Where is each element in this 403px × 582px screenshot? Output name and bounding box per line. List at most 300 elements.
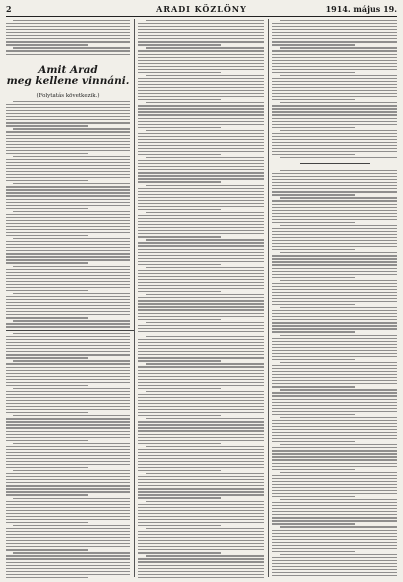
- text-line: [6, 180, 88, 181]
- text-line: [13, 293, 130, 294]
- text-line: [138, 87, 264, 88]
- text-line: [138, 464, 264, 465]
- text-line: [6, 373, 130, 374]
- text-line: [138, 258, 264, 259]
- text-line: [280, 20, 398, 21]
- text-line: [6, 562, 130, 563]
- text-line: [146, 528, 264, 529]
- text-line: [6, 29, 130, 30]
- text-line: [138, 491, 264, 492]
- text-line: [6, 287, 130, 288]
- text-line: [138, 160, 264, 161]
- text-line: [6, 278, 130, 279]
- page-number: 2: [6, 4, 12, 14]
- text-line: [6, 262, 88, 263]
- text-line: [6, 272, 130, 273]
- text-line: [280, 417, 398, 418]
- text-line: [272, 234, 397, 235]
- text-line: [146, 446, 264, 447]
- text-line: [138, 163, 264, 164]
- text-line: [272, 185, 397, 186]
- article-title-line-2: meg kellene vinnáni.: [6, 75, 130, 87]
- text-line: [272, 26, 397, 27]
- text-line: [272, 274, 397, 275]
- text-line: [6, 323, 130, 324]
- text-line: [6, 437, 130, 438]
- text-line: [138, 145, 264, 146]
- text-line: [272, 182, 397, 183]
- text-line: [146, 102, 264, 103]
- text-line: [6, 177, 130, 178]
- text-line: [138, 227, 264, 228]
- text-line: [138, 360, 221, 361]
- text-line: [146, 322, 264, 323]
- text-line: [146, 294, 264, 295]
- text-line: [272, 511, 397, 512]
- text-line: [272, 57, 397, 58]
- text-line: [272, 493, 397, 494]
- text-line: [138, 261, 264, 262]
- text-line: [138, 345, 264, 346]
- text-line: [6, 574, 130, 575]
- text-line: [272, 450, 397, 451]
- text-line: [138, 303, 264, 304]
- text-line: [138, 577, 264, 578]
- text-line: [138, 29, 264, 30]
- text-line: [138, 300, 264, 301]
- text-line: [6, 220, 130, 221]
- text-line: [138, 482, 264, 483]
- text-line: [138, 206, 264, 207]
- page-header: [6, 3, 397, 17]
- text-line: [138, 479, 264, 480]
- text-line: [6, 150, 130, 151]
- text-line: [272, 539, 397, 540]
- text-line: [138, 148, 264, 149]
- text-line: [6, 391, 130, 392]
- text-line: [272, 84, 397, 85]
- text-line: [138, 57, 264, 58]
- text-line: [138, 35, 264, 36]
- text-line: [138, 449, 264, 450]
- text-line: [272, 283, 397, 284]
- text-line: [6, 491, 130, 492]
- text-line: [13, 525, 130, 526]
- text-line: [272, 530, 397, 531]
- text-line: [138, 443, 221, 444]
- text-line: [138, 209, 221, 210]
- text-line: [138, 430, 264, 431]
- text-line: [272, 536, 397, 537]
- text-line: [6, 159, 130, 160]
- text-line: [138, 288, 264, 289]
- text-line: [138, 519, 264, 520]
- text-line: [6, 141, 130, 142]
- text-line: [272, 405, 397, 406]
- text-line: [6, 235, 88, 236]
- text-line: [272, 264, 397, 265]
- text-line: [272, 38, 397, 39]
- text-line: [6, 250, 130, 251]
- text-line: [138, 203, 264, 204]
- text-line: [138, 279, 264, 280]
- text-line: [138, 78, 264, 79]
- text-line: [272, 338, 397, 339]
- text-line: [138, 424, 264, 425]
- text-line: [272, 121, 397, 122]
- text-line: [138, 316, 264, 317]
- text-line: [138, 434, 264, 435]
- text-line: [138, 66, 264, 67]
- text-line: [272, 99, 355, 100]
- text-line: [6, 476, 130, 477]
- text-line: [280, 130, 398, 131]
- text-line: [272, 216, 397, 217]
- text-line: [138, 188, 264, 189]
- text-line: [138, 172, 264, 173]
- text-line: [6, 259, 130, 260]
- text-line: [6, 107, 130, 108]
- text-line: [138, 233, 264, 234]
- text-line: [13, 443, 130, 444]
- text-line: [138, 325, 264, 326]
- text-line: [138, 546, 264, 547]
- text-line: [280, 472, 398, 473]
- text-line: [138, 291, 221, 292]
- text-line: [6, 189, 130, 190]
- text-line: [6, 370, 130, 371]
- text-line: [272, 481, 397, 482]
- text-line: [138, 552, 221, 553]
- text-line: [6, 357, 88, 358]
- text-line: [6, 153, 88, 154]
- text-line: [272, 411, 397, 412]
- text-line: [6, 479, 130, 480]
- text-line: [6, 208, 88, 209]
- text-line: [138, 388, 221, 389]
- text-line: [138, 370, 264, 371]
- text-line: [272, 319, 397, 320]
- text-line: [146, 473, 264, 474]
- text-line: [138, 242, 264, 243]
- text-line: [6, 434, 130, 435]
- text-line: [138, 339, 264, 340]
- text-line: [272, 200, 397, 201]
- text-line: [138, 84, 264, 85]
- text-line: [6, 513, 130, 514]
- text-line: [138, 215, 264, 216]
- text-line: [6, 32, 130, 33]
- text-line: [138, 510, 264, 511]
- text-line: [6, 195, 130, 196]
- text-line: [6, 296, 130, 297]
- text-line: [138, 285, 264, 286]
- text-line: [272, 435, 397, 436]
- text-line: [138, 415, 221, 416]
- text-line: [272, 133, 397, 134]
- text-line: [138, 154, 221, 155]
- text-line: [138, 354, 264, 355]
- text-line: [138, 313, 264, 314]
- text-line: [6, 507, 130, 508]
- text-line: [6, 400, 130, 401]
- text-line: [272, 408, 397, 409]
- text-line: [272, 63, 397, 64]
- text-line: [280, 170, 398, 171]
- text-line: [272, 383, 397, 384]
- text-line: [146, 75, 264, 76]
- text-line: [138, 568, 264, 569]
- text-line: [272, 127, 355, 128]
- text-line: [272, 210, 397, 211]
- text-line: [272, 60, 397, 61]
- text-line: [138, 60, 264, 61]
- text-line: [6, 205, 130, 206]
- text-line: [6, 379, 130, 380]
- text-line: [138, 151, 264, 152]
- text-line: [272, 87, 397, 88]
- text-line: [272, 560, 397, 561]
- text-line: [6, 452, 130, 453]
- text-line: [138, 565, 264, 566]
- text-line: [6, 345, 130, 346]
- text-line: [138, 467, 264, 468]
- text-line: [138, 357, 264, 358]
- text-line: [138, 394, 264, 395]
- text-line: [6, 467, 88, 468]
- text-line: [138, 382, 264, 383]
- text-line: [272, 142, 397, 143]
- text-line: [6, 516, 130, 517]
- text-line: [138, 93, 264, 94]
- text-line: [146, 185, 264, 186]
- text-line: [6, 299, 130, 300]
- text-line: [6, 424, 130, 425]
- text-line: [138, 537, 264, 538]
- text-line: [272, 572, 397, 573]
- text-line: [13, 183, 130, 184]
- text-line: [138, 282, 264, 283]
- text-line: [138, 540, 264, 541]
- text-line: [6, 314, 130, 315]
- text-line: [272, 542, 397, 543]
- column-1-article-body: [6, 101, 130, 328]
- text-line: [6, 308, 130, 309]
- text-line: [138, 90, 264, 91]
- text-line: [138, 543, 264, 544]
- text-line: [138, 549, 264, 550]
- text-line: [138, 507, 264, 508]
- text-line: [138, 504, 264, 505]
- text-line: [138, 522, 264, 523]
- text-line: [272, 350, 397, 351]
- text-line: [272, 505, 397, 506]
- text-line: [272, 255, 397, 256]
- text-line: [138, 111, 264, 112]
- text-line: [13, 156, 130, 157]
- column-3-lower-text: [272, 170, 397, 578]
- text-line: [272, 575, 397, 576]
- column-1-upper-text: [6, 20, 130, 58]
- text-line: [272, 347, 397, 348]
- text-line: [6, 440, 88, 441]
- text-line: [272, 105, 397, 106]
- text-line: [6, 232, 130, 233]
- text-line: [146, 391, 264, 392]
- text-line: [272, 237, 397, 238]
- text-line: [6, 537, 130, 538]
- text-line: [272, 377, 397, 378]
- text-line: [6, 421, 130, 422]
- text-line: [6, 549, 88, 550]
- text-line: [272, 426, 397, 427]
- text-line: [6, 119, 130, 120]
- text-line: [138, 494, 264, 495]
- column-2-upper-text: [138, 20, 264, 332]
- text-line: [146, 157, 264, 158]
- text-line: [272, 548, 397, 549]
- text-line: [6, 488, 130, 489]
- text-line: [138, 351, 264, 352]
- text-line: [138, 136, 264, 137]
- text-line: [272, 148, 397, 149]
- text-line: [272, 478, 397, 479]
- text-line: [138, 270, 264, 271]
- text-line: [272, 566, 397, 567]
- text-line: [272, 514, 397, 515]
- text-line: [272, 356, 397, 357]
- text-line: [138, 23, 264, 24]
- text-line: [138, 105, 264, 106]
- text-line: [272, 118, 397, 119]
- text-line: [6, 510, 130, 511]
- text-line: [272, 441, 355, 442]
- text-line: [138, 54, 264, 55]
- text-line: [6, 223, 130, 224]
- text-line: [13, 47, 130, 48]
- text-line: [280, 197, 398, 198]
- text-line: [138, 264, 221, 265]
- text-line: [272, 50, 397, 51]
- text-line: [138, 331, 264, 332]
- text-line: [272, 395, 397, 396]
- text-line: [272, 466, 397, 467]
- text-line: [138, 319, 221, 320]
- text-line: [138, 488, 264, 489]
- text-line: [138, 181, 221, 182]
- text-line: [13, 333, 130, 334]
- text-line: [138, 194, 264, 195]
- text-line: [6, 311, 130, 312]
- text-line: [138, 276, 264, 277]
- text-line: [138, 461, 264, 462]
- text-line: [6, 464, 130, 465]
- text-line: [272, 331, 355, 332]
- text-line: [272, 359, 355, 360]
- text-line: [6, 162, 130, 163]
- text-line: [138, 437, 264, 438]
- text-line: [6, 427, 130, 428]
- text-line: [280, 47, 398, 48]
- text-line: [6, 23, 130, 24]
- text-line: [6, 135, 130, 136]
- text-line: [6, 144, 130, 145]
- text-line: [146, 212, 264, 213]
- text-line: [13, 238, 130, 239]
- text-line: [138, 245, 264, 246]
- text-line: [272, 517, 397, 518]
- text-line: [138, 531, 264, 532]
- text-line: [272, 322, 397, 323]
- text-line: [138, 127, 221, 128]
- text-line: [138, 124, 264, 125]
- text-line: [272, 463, 397, 464]
- text-line: [138, 118, 264, 119]
- text-line: [6, 113, 130, 114]
- text-line: [138, 50, 264, 51]
- text-line: [138, 273, 264, 274]
- text-line: [6, 431, 130, 432]
- text-line: [272, 399, 397, 400]
- text-line: [6, 449, 130, 450]
- text-line: [138, 224, 264, 225]
- text-line: [272, 447, 397, 448]
- text-line: [6, 482, 130, 483]
- article-continuation-note: (Folytatás következik.): [36, 93, 100, 99]
- text-line: [272, 490, 397, 491]
- text-line: [6, 577, 88, 578]
- text-line: [6, 116, 130, 117]
- text-line: [272, 368, 397, 369]
- text-line: [280, 102, 398, 103]
- text-line: [272, 325, 397, 326]
- text-line: [6, 534, 130, 535]
- text-line: [138, 348, 264, 349]
- text-line: [272, 313, 397, 314]
- text-line: [272, 469, 355, 470]
- text-line: [138, 249, 264, 250]
- text-line: [138, 427, 264, 428]
- text-line: [138, 458, 264, 459]
- text-line: [13, 266, 130, 267]
- text-line: [272, 292, 397, 293]
- text-line: [6, 38, 130, 39]
- horizontal-rule: [6, 330, 134, 331]
- text-line: [13, 498, 130, 499]
- text-line: [6, 558, 130, 559]
- text-line: [138, 252, 264, 253]
- text-line: [272, 298, 397, 299]
- text-line: [272, 207, 397, 208]
- text-line: [272, 93, 397, 94]
- text-line: [146, 47, 264, 48]
- text-line: [6, 168, 130, 169]
- text-line: [138, 99, 221, 100]
- text-line: [272, 520, 397, 521]
- text-line: [272, 475, 397, 476]
- text-line: [6, 165, 130, 166]
- text-line: [13, 101, 130, 102]
- text-line: [280, 444, 398, 445]
- text-line: [272, 551, 355, 552]
- text-line: [6, 412, 88, 413]
- text-line: [272, 96, 397, 97]
- text-line: [272, 111, 397, 112]
- text-line: [6, 326, 130, 327]
- text-line: [272, 459, 397, 460]
- text-line: [6, 351, 130, 352]
- text-line: [272, 72, 355, 73]
